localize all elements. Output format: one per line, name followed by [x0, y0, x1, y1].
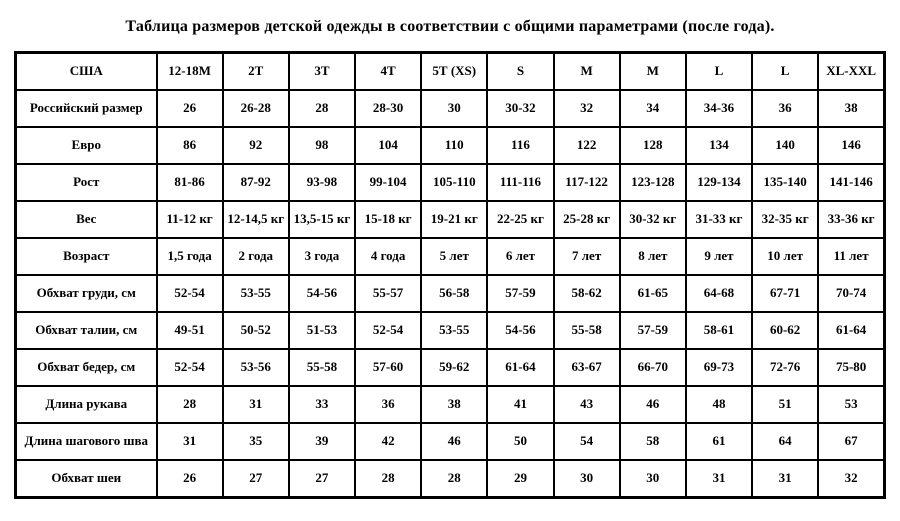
value-cell: 31 — [223, 386, 289, 423]
value-cell: 54-56 — [289, 275, 355, 312]
page-title: Таблица размеров детской одежды в соответствии с общими параметрами (после года). — [125, 18, 775, 35]
row-label: Обхват груди, см — [16, 275, 157, 312]
value-cell: 36 — [752, 90, 818, 127]
value-cell: 61-65 — [620, 275, 686, 312]
value-cell: 42 — [355, 423, 421, 460]
header-cell: США — [16, 53, 157, 91]
value-cell: 11 лет — [818, 238, 884, 275]
value-cell: 28-30 — [355, 90, 421, 127]
value-cell: 33 — [289, 386, 355, 423]
value-cell: 28 — [421, 460, 487, 498]
table-row — [16, 460, 885, 498]
value-cell: 53-56 — [223, 349, 289, 386]
value-cell: 50 — [487, 423, 553, 460]
value-cell: 140 — [752, 127, 818, 164]
value-cell: 31-33 кг — [686, 201, 752, 238]
value-cell: 26 — [157, 460, 223, 498]
value-cell: 8 лет — [620, 238, 686, 275]
value-cell: 46 — [421, 423, 487, 460]
value-cell: 1,5 года — [157, 238, 223, 275]
value-cell: 110 — [421, 127, 487, 164]
value-cell: 61 — [686, 423, 752, 460]
row-label: Российский размер — [16, 90, 157, 127]
value-cell: 52-54 — [355, 312, 421, 349]
table-row — [16, 312, 885, 349]
value-cell: 54-56 — [487, 312, 553, 349]
value-cell: 67-71 — [752, 275, 818, 312]
value-cell: 22-25 кг — [487, 201, 553, 238]
table-row — [16, 423, 885, 460]
value-cell: 141-146 — [818, 164, 884, 201]
value-cell: 27 — [289, 460, 355, 498]
value-cell: 57-59 — [487, 275, 553, 312]
value-cell: 26 — [157, 90, 223, 127]
value-cell: 129-134 — [686, 164, 752, 201]
value-cell: 53-55 — [421, 312, 487, 349]
header-cell: L — [686, 53, 752, 91]
header-cell: L — [752, 53, 818, 91]
value-cell: 105-110 — [421, 164, 487, 201]
value-cell: 28 — [355, 460, 421, 498]
value-cell: 92 — [223, 127, 289, 164]
value-cell: 31 — [686, 460, 752, 498]
value-cell: 99-104 — [355, 164, 421, 201]
table-row — [16, 238, 885, 275]
value-cell: 30 — [620, 460, 686, 498]
value-cell: 34 — [620, 90, 686, 127]
value-cell: 57-59 — [620, 312, 686, 349]
value-cell: 30 — [554, 460, 620, 498]
header-cell: 12-18М — [157, 53, 223, 91]
table-body — [16, 90, 885, 498]
value-cell: 3 года — [289, 238, 355, 275]
row-label: Евро — [16, 127, 157, 164]
value-cell: 116 — [487, 127, 553, 164]
row-label: Рост — [16, 164, 157, 201]
value-cell: 58 — [620, 423, 686, 460]
header-cell: М — [554, 53, 620, 91]
value-cell: 57-60 — [355, 349, 421, 386]
row-label: Обхват талии, см — [16, 312, 157, 349]
value-cell: 19-21 кг — [421, 201, 487, 238]
header-cell: S — [487, 53, 553, 91]
value-cell: 39 — [289, 423, 355, 460]
value-cell: 86 — [157, 127, 223, 164]
value-cell: 122 — [554, 127, 620, 164]
header-cell: 2Т — [223, 53, 289, 91]
value-cell: 28 — [289, 90, 355, 127]
value-cell: 4 года — [355, 238, 421, 275]
value-cell: 31 — [752, 460, 818, 498]
value-cell: 98 — [289, 127, 355, 164]
row-label: Возраст — [16, 238, 157, 275]
row-label: Обхват шеи — [16, 460, 157, 498]
value-cell: 55-57 — [355, 275, 421, 312]
value-cell: 9 лет — [686, 238, 752, 275]
value-cell: 33-36 кг — [818, 201, 884, 238]
value-cell: 51 — [752, 386, 818, 423]
value-cell: 54 — [554, 423, 620, 460]
value-cell: 81-86 — [157, 164, 223, 201]
value-cell: 13,5-15 кг — [289, 201, 355, 238]
value-cell: 25-28 кг — [554, 201, 620, 238]
value-cell: 128 — [620, 127, 686, 164]
value-cell: 49-51 — [157, 312, 223, 349]
value-cell: 10 лет — [752, 238, 818, 275]
value-cell: 38 — [818, 90, 884, 127]
header-cell: 3Т — [289, 53, 355, 91]
value-cell: 72-76 — [752, 349, 818, 386]
value-cell: 53-55 — [223, 275, 289, 312]
value-cell: 51-53 — [289, 312, 355, 349]
value-cell: 53 — [818, 386, 884, 423]
header-cell: XL-XXL — [818, 53, 884, 91]
value-cell: 31 — [157, 423, 223, 460]
value-cell: 15-18 кг — [355, 201, 421, 238]
value-cell: 61-64 — [487, 349, 553, 386]
value-cell: 117-122 — [554, 164, 620, 201]
value-cell: 146 — [818, 127, 884, 164]
value-cell: 134 — [686, 127, 752, 164]
table-row — [16, 349, 885, 386]
table-row — [16, 90, 885, 127]
table-row — [16, 201, 885, 238]
value-cell: 59-62 — [421, 349, 487, 386]
value-cell: 55-58 — [554, 312, 620, 349]
value-cell: 30-32 — [487, 90, 553, 127]
value-cell: 7 лет — [554, 238, 620, 275]
value-cell: 5 лет — [421, 238, 487, 275]
value-cell: 30 — [421, 90, 487, 127]
value-cell: 67 — [818, 423, 884, 460]
table-row — [16, 127, 885, 164]
value-cell: 135-140 — [752, 164, 818, 201]
value-cell: 12-14,5 кг — [223, 201, 289, 238]
table-row — [16, 386, 885, 423]
value-cell: 11-12 кг — [157, 201, 223, 238]
value-cell: 56-58 — [421, 275, 487, 312]
value-cell: 75-80 — [818, 349, 884, 386]
value-cell: 28 — [157, 386, 223, 423]
value-cell: 27 — [223, 460, 289, 498]
value-cell: 104 — [355, 127, 421, 164]
table-row — [16, 164, 885, 201]
value-cell: 32-35 кг — [752, 201, 818, 238]
value-cell: 69-73 — [686, 349, 752, 386]
value-cell: 38 — [421, 386, 487, 423]
value-cell: 87-92 — [223, 164, 289, 201]
value-cell: 66-70 — [620, 349, 686, 386]
row-label: Длина шагового шва — [16, 423, 157, 460]
table-header — [16, 53, 885, 91]
value-cell: 50-52 — [223, 312, 289, 349]
value-cell: 64 — [752, 423, 818, 460]
value-cell: 26-28 — [223, 90, 289, 127]
value-cell: 6 лет — [487, 238, 553, 275]
value-cell: 46 — [620, 386, 686, 423]
value-cell: 123-128 — [620, 164, 686, 201]
row-label: Вес — [16, 201, 157, 238]
value-cell: 34-36 — [686, 90, 752, 127]
value-cell: 64-68 — [686, 275, 752, 312]
header-cell: 5Т (XS) — [421, 53, 487, 91]
value-cell: 55-58 — [289, 349, 355, 386]
header-cell: 4Т — [355, 53, 421, 91]
value-cell: 111-116 — [487, 164, 553, 201]
value-cell: 58-62 — [554, 275, 620, 312]
value-cell: 60-62 — [752, 312, 818, 349]
header-cell: М — [620, 53, 686, 91]
value-cell: 63-67 — [554, 349, 620, 386]
value-cell: 2 года — [223, 238, 289, 275]
value-cell: 70-74 — [818, 275, 884, 312]
value-cell: 32 — [554, 90, 620, 127]
size-table — [14, 51, 886, 499]
row-label: Обхват бедер, см — [16, 349, 157, 386]
value-cell: 36 — [355, 386, 421, 423]
value-cell: 52-54 — [157, 349, 223, 386]
value-cell: 32 — [818, 460, 884, 498]
table-row — [16, 275, 885, 312]
value-cell: 48 — [686, 386, 752, 423]
table-header-row — [16, 53, 885, 91]
row-label: Длина рукава — [16, 386, 157, 423]
value-cell: 93-98 — [289, 164, 355, 201]
value-cell: 35 — [223, 423, 289, 460]
value-cell: 29 — [487, 460, 553, 498]
value-cell: 30-32 кг — [620, 201, 686, 238]
value-cell: 58-61 — [686, 312, 752, 349]
value-cell: 43 — [554, 386, 620, 423]
value-cell: 52-54 — [157, 275, 223, 312]
value-cell: 61-64 — [818, 312, 884, 349]
value-cell: 41 — [487, 386, 553, 423]
